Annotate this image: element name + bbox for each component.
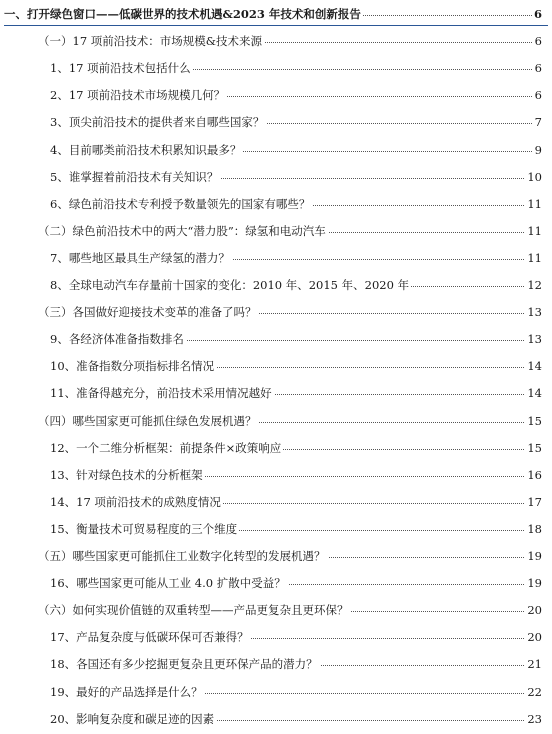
- toc-entry-title: （五）哪些国家更可能抓住工业数字化转型的发展机遇？: [38, 546, 328, 566]
- toc-entry-title: 19、最好的产品选择是什么？: [50, 682, 205, 702]
- toc-entry-page: 15: [525, 438, 542, 458]
- toc-entry-page: 6: [533, 31, 542, 51]
- toc-entry-title: 20、影响复杂度和碳足迹的因素: [50, 709, 216, 729]
- toc-entry-title: 14、17 项前沿技术的成熟度情况: [50, 492, 223, 512]
- toc-entry-page: 18: [525, 519, 542, 539]
- toc-entry[interactable]: [0, 31, 552, 51]
- toc-entry[interactable]: [0, 519, 552, 539]
- toc-entry-page: 14: [525, 383, 542, 403]
- toc-entry[interactable]: [0, 411, 552, 431]
- toc-entry-title: （三）各国做好迎接技术变革的准备了吗？: [38, 302, 259, 322]
- toc-entry-page: 10: [525, 167, 542, 187]
- toc-entry[interactable]: [0, 356, 552, 376]
- toc-entry[interactable]: [0, 465, 552, 485]
- toc-entry-title: （二）绿色前沿技术中的两大“潜力股”：绿氢和电动汽车: [38, 221, 328, 241]
- toc-entry-page: 11: [525, 194, 542, 214]
- toc-entry[interactable]: [0, 194, 552, 214]
- toc-entry-page: 20: [525, 600, 542, 620]
- toc-entry[interactable]: [0, 654, 552, 674]
- toc-entry[interactable]: [0, 709, 552, 729]
- toc-entry-title: 11、准备得越充分，前沿技术采用情况越好: [50, 383, 274, 403]
- toc-entry-page: 20: [525, 627, 542, 647]
- toc-entry-title: 1、17 项前沿技术包括什么: [50, 58, 193, 78]
- toc-entry[interactable]: [0, 221, 552, 241]
- toc-entry-title: 13、针对绿色技术的分析框架: [50, 465, 205, 485]
- toc-entry-title: （一）17 项前沿技术：市场规模&技术来源: [38, 31, 264, 51]
- toc-entry-page: 15: [525, 411, 542, 431]
- toc-entry[interactable]: [0, 573, 552, 593]
- toc-entry-title: 7、哪些地区最具生产绿氢的潜力？: [50, 248, 232, 268]
- toc-entry-title: 4、目前哪类前沿技术积累知识最多？: [50, 140, 243, 160]
- toc-entry-title: 17、产品复杂度与低碳环保可否兼得？: [50, 627, 251, 647]
- toc-entry[interactable]: [0, 4, 552, 24]
- toc-entry-page: 6: [533, 85, 542, 105]
- toc-entry-page: 6: [532, 4, 542, 24]
- toc-entry-page: 11: [525, 221, 542, 241]
- toc-entry-title: 15、衡量技术可贸易程度的三个维度: [50, 519, 239, 539]
- toc-entry-title: 18、各国还有多少挖掘更复杂且更环保产品的潜力？: [50, 654, 320, 674]
- toc-entry[interactable]: [0, 492, 552, 512]
- toc-entry-page: 23: [525, 709, 542, 729]
- toc-entry-title: 3、顶尖前沿技术的提供者来自哪些国家？: [50, 112, 266, 132]
- toc-entry[interactable]: [0, 627, 552, 647]
- toc-entry-title: 2、17 项前沿技术市场规模几何？: [50, 85, 227, 105]
- toc-entry[interactable]: [0, 140, 552, 160]
- toc-entry-page: 11: [525, 248, 542, 268]
- toc-entry[interactable]: [0, 682, 552, 702]
- toc-entry-title: （四）哪些国家更可能抓住绿色发展机遇？: [38, 411, 259, 431]
- toc-entry[interactable]: [0, 329, 552, 349]
- toc-entry[interactable]: [0, 167, 552, 187]
- toc-entry-title: 12、一个二维分析框架：前提条件×政策响应: [50, 438, 283, 458]
- toc-entry[interactable]: [0, 438, 552, 458]
- toc-entry[interactable]: [0, 248, 552, 268]
- toc-entry-page: 9: [533, 140, 542, 160]
- toc-entry-page: 17: [525, 492, 542, 512]
- toc-entry[interactable]: [0, 112, 552, 132]
- toc-entry-page: 21: [525, 654, 542, 674]
- toc-entry-page: 6: [533, 58, 542, 78]
- toc-entry-page: 13: [525, 302, 542, 322]
- toc-entry[interactable]: [0, 546, 552, 566]
- toc-entry-page: 13: [525, 329, 542, 349]
- toc-entry-page: 16: [525, 465, 542, 485]
- toc-entry[interactable]: [0, 383, 552, 403]
- toc-entry-title: 10、准备指数分项指标排名情况: [50, 356, 216, 376]
- toc-entry-page: 14: [525, 356, 542, 376]
- toc-entry[interactable]: [0, 85, 552, 105]
- toc-entry-title: 一、打开绿色窗口——低碳世界的技术机遇&2023 年技术和创新报告: [4, 4, 363, 24]
- toc-entry-page: 7: [533, 112, 542, 132]
- toc-entry-title: （六）如何实现价值链的双重转型——产品更复杂且更环保？: [38, 600, 351, 620]
- toc-entry[interactable]: [0, 302, 552, 322]
- toc-entry-page: 22: [525, 682, 542, 702]
- toc-entry-page: 12: [525, 275, 542, 295]
- toc-entry-title: 8、全球电动汽车存量前十国家的变化：2010 年、2015 年、2020 年: [50, 275, 411, 295]
- toc-entry-title: 16、哪些国家更可能从工业 4.0 扩散中受益？: [50, 573, 288, 593]
- toc-entry-page: 19: [525, 546, 542, 566]
- toc-entry-title: 5、谁掌握着前沿技术有关知识？: [50, 167, 220, 187]
- toc-entry[interactable]: [0, 58, 552, 78]
- toc-entry-title: 6、绿色前沿技术专利授予数量领先的国家有哪些？: [50, 194, 312, 214]
- title-underline: [4, 25, 548, 26]
- toc-entry[interactable]: [0, 275, 552, 295]
- toc-entry[interactable]: [0, 600, 552, 620]
- toc-entry-title: 9、各经济体准备指数排名: [50, 329, 186, 349]
- toc-entry-page: 19: [525, 573, 542, 593]
